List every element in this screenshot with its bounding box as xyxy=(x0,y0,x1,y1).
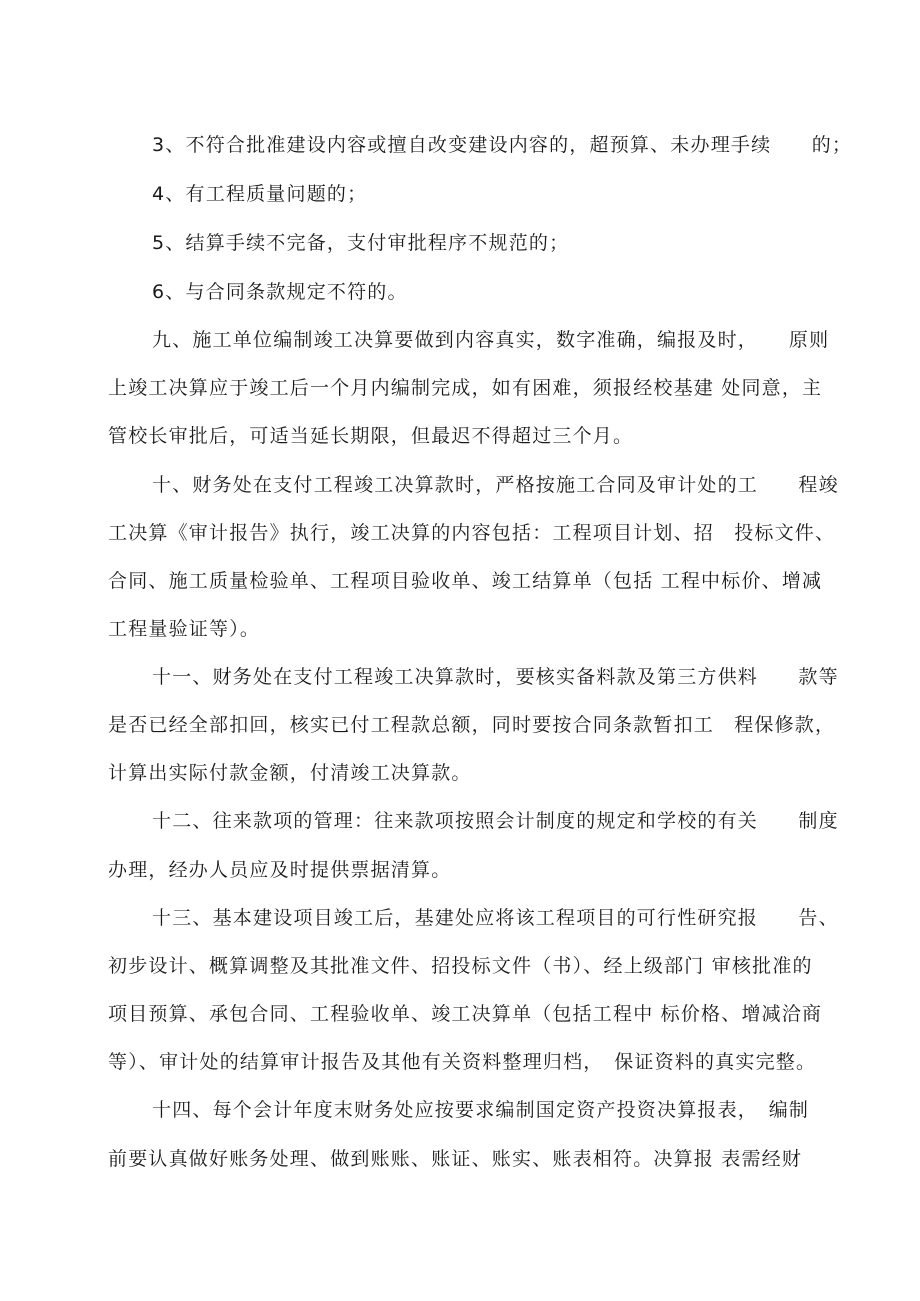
text-line: 十一、财务处在支付工程竣工决算款时，要核实备料款及第三方供料 款等 xyxy=(152,666,839,688)
text-line: 是否已经全部扣回，核实已付工程款总额，同时要按合同条款暂扣工 程保修款， xyxy=(108,714,836,736)
text-line: 工程量验证等）。 xyxy=(108,618,261,640)
text-line: 上竣工决算应于竣工后一个月内编制完成，如有困难，须报经校基建 处同意，主 xyxy=(108,377,823,399)
text-line: 十四、每个会计年度末财务处应按要求编制国定资产投资决算报表， 编制 xyxy=(152,1099,810,1121)
text-line: 6、与合同条款规定不符的。 xyxy=(152,281,408,303)
text-line: 十二、往来款项的管理：往来款项按照会计制度的规定和学校的有关 制度 xyxy=(152,810,839,832)
text-line: 十三、基本建设项目竣工后，基建处应将该工程项目的可行性研究报 告、 xyxy=(152,907,839,929)
text-line: 前要认真做好账务处理、做到账账、账证、账实、账表相符。决算报 表需经财 xyxy=(108,1148,803,1170)
text-line: 5、结算手续不完备，支付审批程序不规范的； xyxy=(152,232,570,254)
text-line: 管校长审批后，可适当延长期限，但最迟不得超过三个月。 xyxy=(108,425,634,447)
text-line: 计算出实际付款金额，付清竣工决算款。 xyxy=(108,762,472,784)
text-line: 项目预算、承包合同、工程验收单、竣工决算单（包括工程中 标价格、增减洽商 xyxy=(108,1003,823,1025)
text-line: 十、财务处在支付工程竣工决算款时，严格按施工合同及审计处的工 程竣 xyxy=(152,474,839,496)
text-line: 4、有工程质量问题的； xyxy=(152,183,368,205)
text-line: 3、不符合批准建设内容或擅自改变建设内容的，超预算、未办理手续 的； xyxy=(152,134,853,156)
text-line: 初步设计、概算调整及其批准文件、招投标文件（书）、经上级部门 审核批准的 xyxy=(108,955,813,977)
text-line: 工决算《审计报告》执行，竣工决算的内容包括：工程项目计划、招 投标文件、 xyxy=(108,522,836,544)
text-line: 办理，经办人员应及时提供票据清算。 xyxy=(108,859,452,881)
text-line: 等）、审计处的结算审计报告及其他有关资料整理归档， 保证资料的真实完整。 xyxy=(108,1051,817,1073)
text-line: 九、施工单位编制竣工决算要做到内容真实，数字准确，编报及时， 原则 xyxy=(152,329,830,351)
text-line: 合同、施工质量检验单、工程项目验收单、竣工结算单（包括 工程中标价、增减 xyxy=(108,570,823,592)
